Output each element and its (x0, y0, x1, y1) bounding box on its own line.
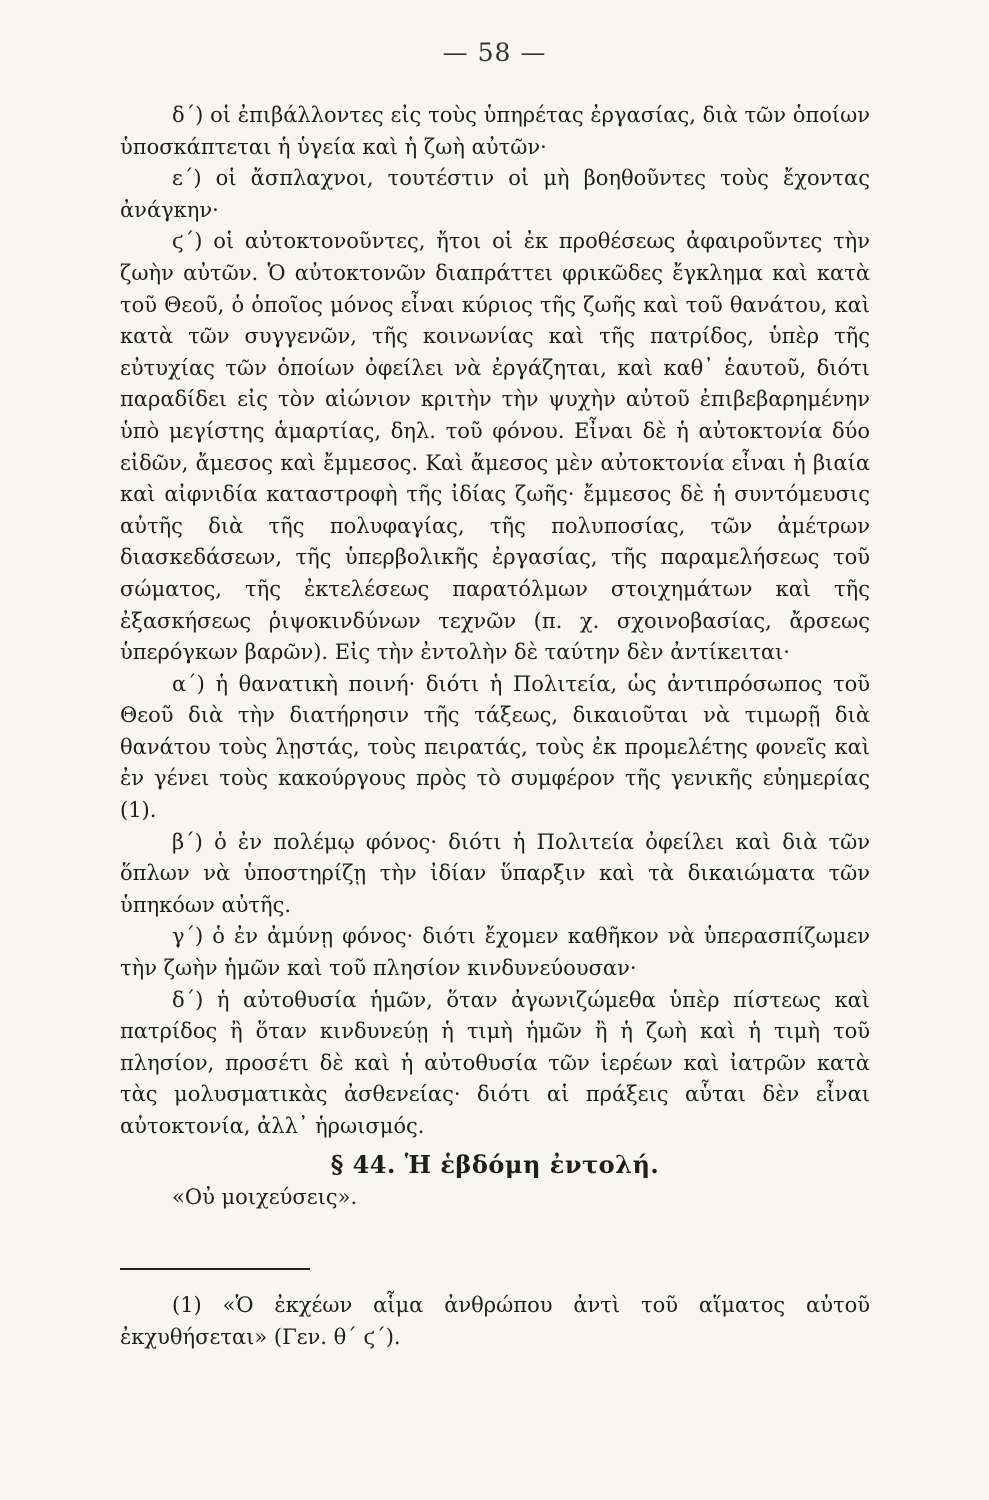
paragraph-delta: δ΄) οἱ ἐπιβάλλοντες εἰς τοὺς ὑπηρέτας ἐργασίας, διὰ τῶν ὁποίων ὑποσκάπτεται ἡ ὑγεία καὶ ἡ ζωὴ αὐτῶν· (120, 103, 870, 159)
section-heading: § 44. Ἡ ἑβδόμη ἐντολή. (330, 1149, 660, 1179)
footnote: (1) «Ὁ ἐκχέων αἷμα ἀνθρώπου ἀντὶ τοῦ αἵματος αὐτοῦ ἐκχυθήσεται» (Γεν. θ΄ ϛ΄). (120, 1293, 870, 1349)
paragraph-stigma: ϛ΄) οἱ αὐτοκτονοῦντες, ἤτοι οἱ ἐκ προθέσεως ἀφαιροῦντες τὴν ζωὴν αὐτῶν. Ὁ αὐτοκτονῶν διαπράττει φρικῶδες ἔγκλημα καὶ κατὰ τοῦ Θεοῦ, ὁ ὁποῖος μόνος εἶναι κύριος τῆς ζωῆς καὶ τοῦ θανάτου, καὶ κατὰ τῶν συγγενῶν, τῆς κοινωνίας καὶ τῆς πατρίδος, ὑπὲρ τῆς εὐτυχίας τῶν ὁποίων ὀφείλει νὰ ἐργάζηται, καὶ καθ᾽ ἑαυτοῦ, διότι παραδίδει εἰς τὸν αἰώνιον κριτὴν τὴν ψυχὴν αὐτοῦ ἐπιβεβαρημένην ὑπὸ μεγίστης ἁμαρτίας, δηλ. τοῦ φόνου. Εἶναι δὲ ἡ αὐτοκτονία δύο εἰδῶν, ἄμεσος καὶ ἔμμεσος. Καὶ ἄμεσος μὲν αὐτοκτονία εἶναι ἡ βιαία καὶ αἰφνιδία καταστροφὴ τῆς ἰδίας ζωῆς· ἔμμεσος δὲ ἡ συντόμευσις αὐτῆς διὰ τῆς πολυφαγίας, τῆς πολυποσίας, τῶν ἀμέτρων διασκεδάσεων, τῆς ὑπερβολικῆς ἐργασίας, τῆς παραμελήσεως τοῦ σώματος, τῆς ἐκτελέσεως παρατόλμων στοιχημάτων καὶ τῆς ἐξασκήσεως ῥιψοκινδύνων τεχνῶν (π. χ. σχοινοβασίας, ἄρσεως ὑπερόγκων βαρῶν). Εἰς τὴν ἐντολὴν δὲ ταύτην δὲν ἀντίκειται· (120, 229, 870, 665)
paragraph-gamma: γ΄) ὁ ἐν ἀμύνῃ φόνος· διότι ἔχομεν καθῆκον νὰ ὑπερασπίζωμεν τὴν ζωὴν ἡμῶν καὶ τοῦ πλησίον κινδυνεύουσαν· (120, 924, 870, 981)
body-text (120, 100, 870, 1214)
commandment-text: «Οὐ μοιχεύσεις». (172, 1185, 358, 1210)
footnote-divider (120, 1268, 310, 1270)
paragraph-epsilon: ε΄) οἱ ἄσπλαχνοι, τουτέστιν οἱ μὴ βοηθοῦντες τοὺς ἔχοντας ἀνάγκην· (120, 166, 870, 222)
page-number: — 58 — (442, 38, 547, 67)
paragraph-alpha: α΄) ἡ θανατικὴ ποινή· διότι ἡ Πολιτεία, ὡς ἀντιπρόσωπος τοῦ Θεοῦ διὰ τὴν διατήρησιν τῆς τάξεως, δικαιοῦται νὰ τιμωρῇ διὰ θανάτου τοὺς λῃστάς, τοὺς πειρατάς, τοὺς ἐκ προμελέτης φονεῖς καὶ ἐν γένει τοὺς κακούργους πρὸς τὸ συμφέρον τῆς γενικῆς εὐημερίας (1). (120, 671, 870, 823)
paragraph-beta: β΄) ὁ ἐν πολέμῳ φόνος· διότι ἡ Πολιτεία ὀφείλει καὶ διὰ τῶν ὅπλων νὰ ὑποστηρίζῃ τὴν ἰδίαν ὕπαρξιν καὶ τὰ δικαιώματα τῶν ὑπηκόων αὐτῆς. (120, 829, 870, 917)
paragraph-delta-2: δ΄) ἡ αὐτοθυσία ἡμῶν, ὅταν ἀγωνιζώμεθα ὑπὲρ πίστεως καὶ πατρίδος ἢ ὅταν κινδυνεύῃ ἡ τιμὴ ἡμῶν ἢ ἡ ζωὴ καὶ ἡ τιμὴ τοῦ πλησίον, προσέτι δὲ καὶ ἡ αὐτοθυσία τῶν ἱερέων καὶ ἰατρῶν κατὰ τὰς μολυσματικὰς ἀσθενείας· διότι αἱ πράξεις αὗται δὲν εἶναι αὐτοκτονία, ἀλλ᾽ ἡρωισμός. (120, 987, 870, 1138)
